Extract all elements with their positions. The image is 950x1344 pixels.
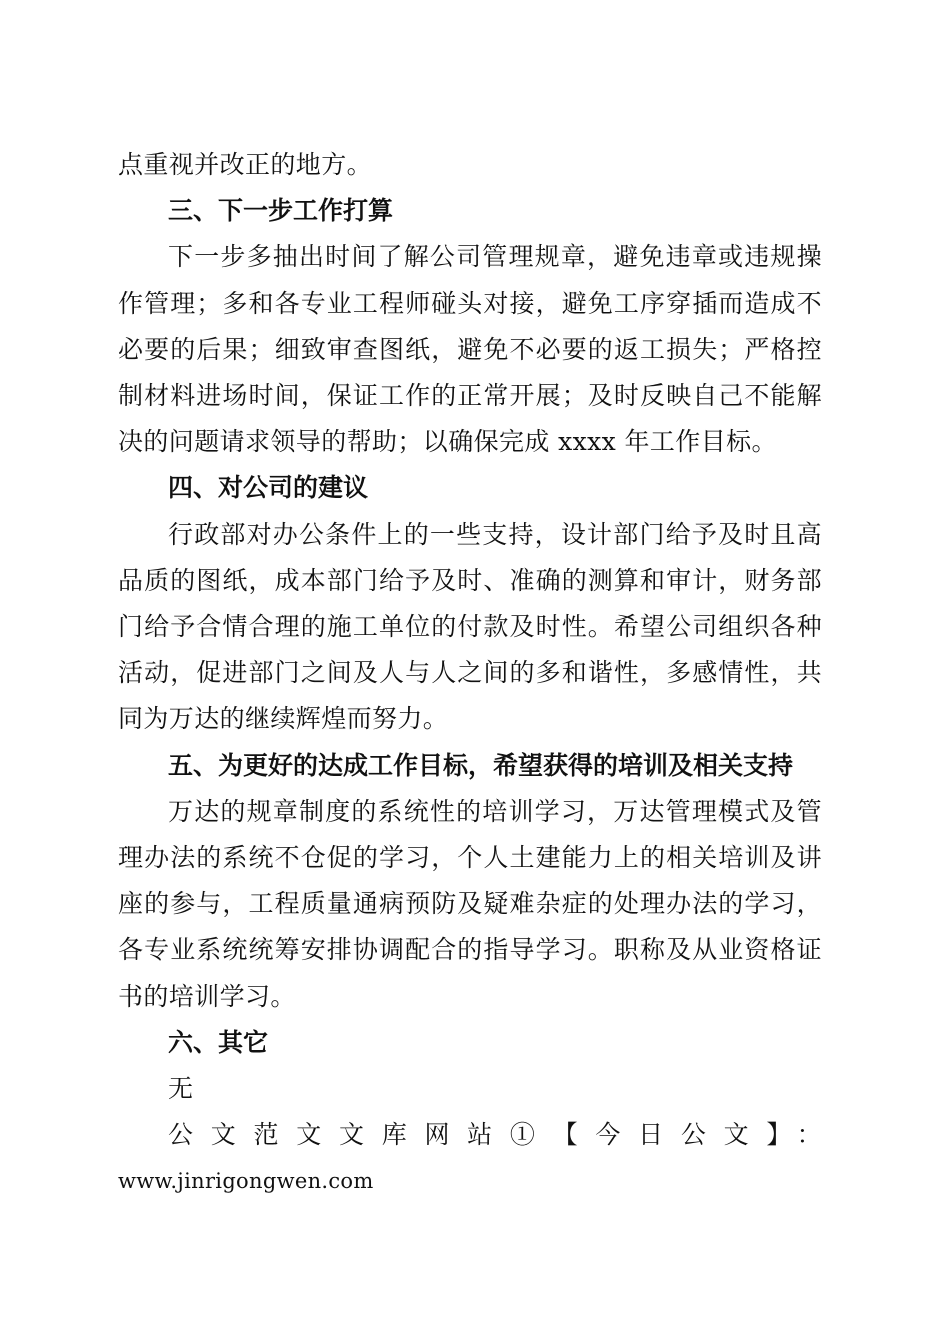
paragraph-other: 无	[168, 1074, 194, 1104]
footer-site-url: www.jinrigongwen.com	[118, 1169, 374, 1194]
section-heading-training: 五、为更好的达成工作目标，希望获得的培训及相关支持	[168, 750, 794, 780]
paragraph-suggestions: 行政部对办公条件上的一些支持，设计部门给予及时且高品质的图纸，成本部门给予及时、准确的测算和审计，财务部门给予合情合理的施工单位的付款及时性。希望公司组织各种活动，促进部门之间及人与人之间的多和谐性，多感情性，共同为万达的继续辉煌而努力。	[118, 519, 822, 734]
section-heading-next-steps: 三、下一步工作打算	[168, 196, 394, 226]
section-heading-other: 六、其它	[168, 1027, 269, 1057]
paragraph-training: 万达的规章制度的系统性的培训学习，万达管理模式及管理办法的系统不仓促的学习，个人土建能力上的相关培训及讲座的参与，工程质量通病预防及疑难杂症的处理办法的学习，各专业系统统筹安排协调配合的指导学习。职称及从业资格证书的培训学习。	[118, 796, 822, 1011]
footer-site-label: 公文范文文库网站①【今日公文】：	[168, 1120, 822, 1150]
paragraph-next-steps: 下一步多抽出时间了解公司管理规章，避免违章或违规操作管理；多和各专业工程师碰头对接，避免工序穿插而造成不必要的后果；细致审查图纸，避免不必要的返工损失；严格控制材料进场时间，保证工作的正常开展；及时反映自己不能解决的问题请求领导的帮助；以确保完成 xxxx 年工作目标。	[118, 242, 822, 457]
paragraph-continuation: 点重视并改正的地方。	[118, 150, 373, 179]
document-body	[118, 142, 822, 1205]
section-heading-suggestions: 四、对公司的建议	[168, 473, 369, 503]
